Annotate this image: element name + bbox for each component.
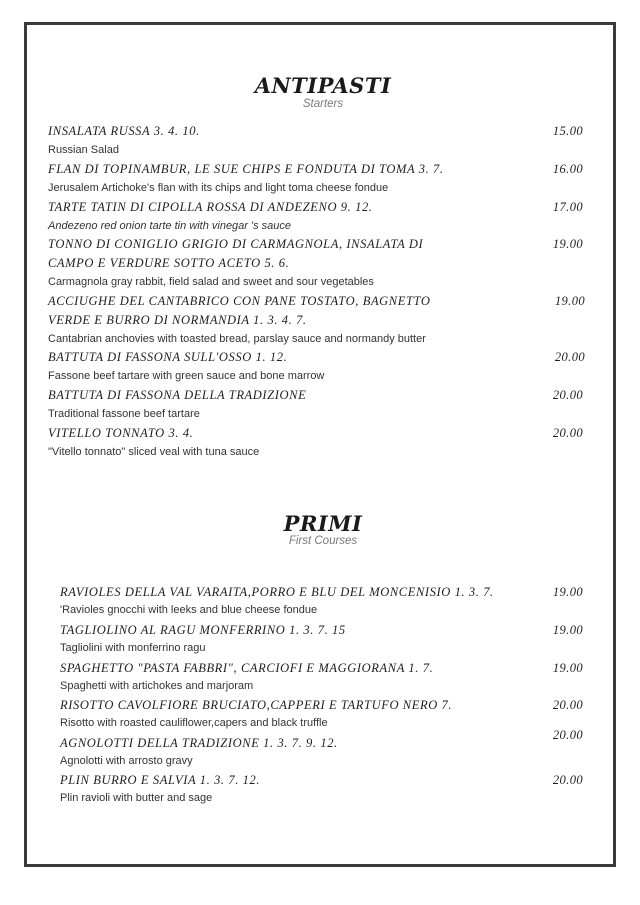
primi-item-price: 20.00 xyxy=(552,773,583,787)
primi-item-desc: Tagliolini with monferrino ragu xyxy=(60,642,206,654)
antipasti-item-name: BATTUTA DI FASSONA SULL'OSSO 1. 12. xyxy=(48,350,288,364)
antipasti-item-name: TONNO DI CONIGLIO GRIGIO DI CARMAGNOLA, INSALATA DI CAMPO E VERDURE SOTTO ACETO 5. 6. xyxy=(48,237,424,270)
antipasti-item-desc: Cantabrian anchovies with toasted bread, parslay sauce and normandy butter xyxy=(48,333,426,345)
antipasti-item-desc: "Vitello tonnato" sliced veal with tuna sauce xyxy=(48,446,260,458)
antipasti-item-price: 16.00 xyxy=(552,162,583,176)
antipasti-item-desc: Russian Salad xyxy=(48,144,119,156)
antipasti-item-desc: Andezeno red onion tarte tin with vinegar 's sauce xyxy=(48,220,292,232)
primi-item-desc: Spaghetti with artichokes and marjoram xyxy=(60,680,254,692)
antipasti-item-price: 20.00 xyxy=(552,426,583,440)
antipasti-item-name: ACCIUGHE DEL CANTABRICO CON PANE TOSTATO, BAGNETTO VERDE E BURRO DI NORMANDIA 1. 3. 4. 7. xyxy=(48,294,431,327)
primi-item-desc: Agnolotti with arrosto gravy xyxy=(60,755,193,767)
primi-item-name: TAGLIOLINO AL RAGU MONFERRINO 1. 3. 7. 15 xyxy=(60,623,346,637)
primi-item-desc: Plin ravioli with butter and sage xyxy=(60,792,213,804)
primi-item-price: 19.00 xyxy=(552,623,583,637)
antipasti-item-price: 15.00 xyxy=(552,124,583,138)
primi-item-price: 19.00 xyxy=(552,585,583,599)
primi-item-name: RISOTTO CAVOLFIORE BRUCIATO,CAPPERI E TARTUFO NERO 7. xyxy=(60,698,453,712)
primi-item-price: 20.00 xyxy=(552,728,583,742)
antipasti-item-price: 20.00 xyxy=(552,388,583,402)
antipasti-item-name: VITELLO TONNATO 3. 4. xyxy=(48,426,194,440)
primi-item-name: AGNOLOTTI DELLA TRADIZIONE 1. 3. 7. 9. 12. xyxy=(60,736,338,750)
primi-item-price: 20.00 xyxy=(552,698,583,712)
primi-item-name: SPAGHETTO "PASTA FABBRI", CARCIOFI E MAGGIORANA 1. 7. xyxy=(60,661,434,675)
primi-item-price: 19.00 xyxy=(552,661,583,675)
antipasti-item-price: 17.00 xyxy=(552,200,583,214)
menu-page xyxy=(24,22,616,867)
antipasti-item-desc: Carmagnola gray rabbit, field salad and sweet and sour vegetables xyxy=(48,276,374,288)
antipasti-item-desc: Jerusalem Artichoke's flan with its chips and light toma cheese fondue xyxy=(48,182,389,194)
antipasti-item-name: BATTUTA DI FASSONA DELLA TRADIZIONE xyxy=(48,388,307,402)
primi-item-desc: Risotto with roasted cauliflower,capers and black truffle xyxy=(60,717,328,729)
antipasti-item-desc: Fassone beef tartare with green sauce and bone marrow xyxy=(48,370,325,382)
primi-subtitle: First Courses xyxy=(288,535,358,547)
primi-item-name: PLIN BURRO E SALVIA 1. 3. 7. 12. xyxy=(60,773,261,787)
primi-item-desc: 'Ravioles gnocchi with leeks and blue cheese fondue xyxy=(60,604,318,616)
antipasti-item-price: 19.00 xyxy=(552,237,583,251)
antipasti-subtitle: Starters xyxy=(302,98,344,110)
antipasti-item-name: INSALATA RUSSA 3. 4. 10. xyxy=(48,124,200,138)
antipasti-item-name: FLAN DI TOPINAMBUR, LE SUE CHIPS E FONDUTA DI TOMA 3. 7. xyxy=(48,162,444,176)
antipasti-title: ANTIPASTI xyxy=(254,73,392,98)
antipasti-item-desc: Traditional fassone beef tartare xyxy=(48,408,200,420)
antipasti-item-price: 19.00 xyxy=(554,294,585,308)
primi-item-name: RAVIOLES DELLA VAL VARAITA,PORRO E BLU DEL MONCENISIO 1. 3. 7. xyxy=(60,585,494,599)
antipasti-item-name: TARTE TATIN DI CIPOLLA ROSSA DI ANDEZENO 9. 12. xyxy=(48,200,373,214)
primi-title: PRIMI xyxy=(283,511,363,536)
antipasti-item-price: 20.00 xyxy=(554,350,585,364)
